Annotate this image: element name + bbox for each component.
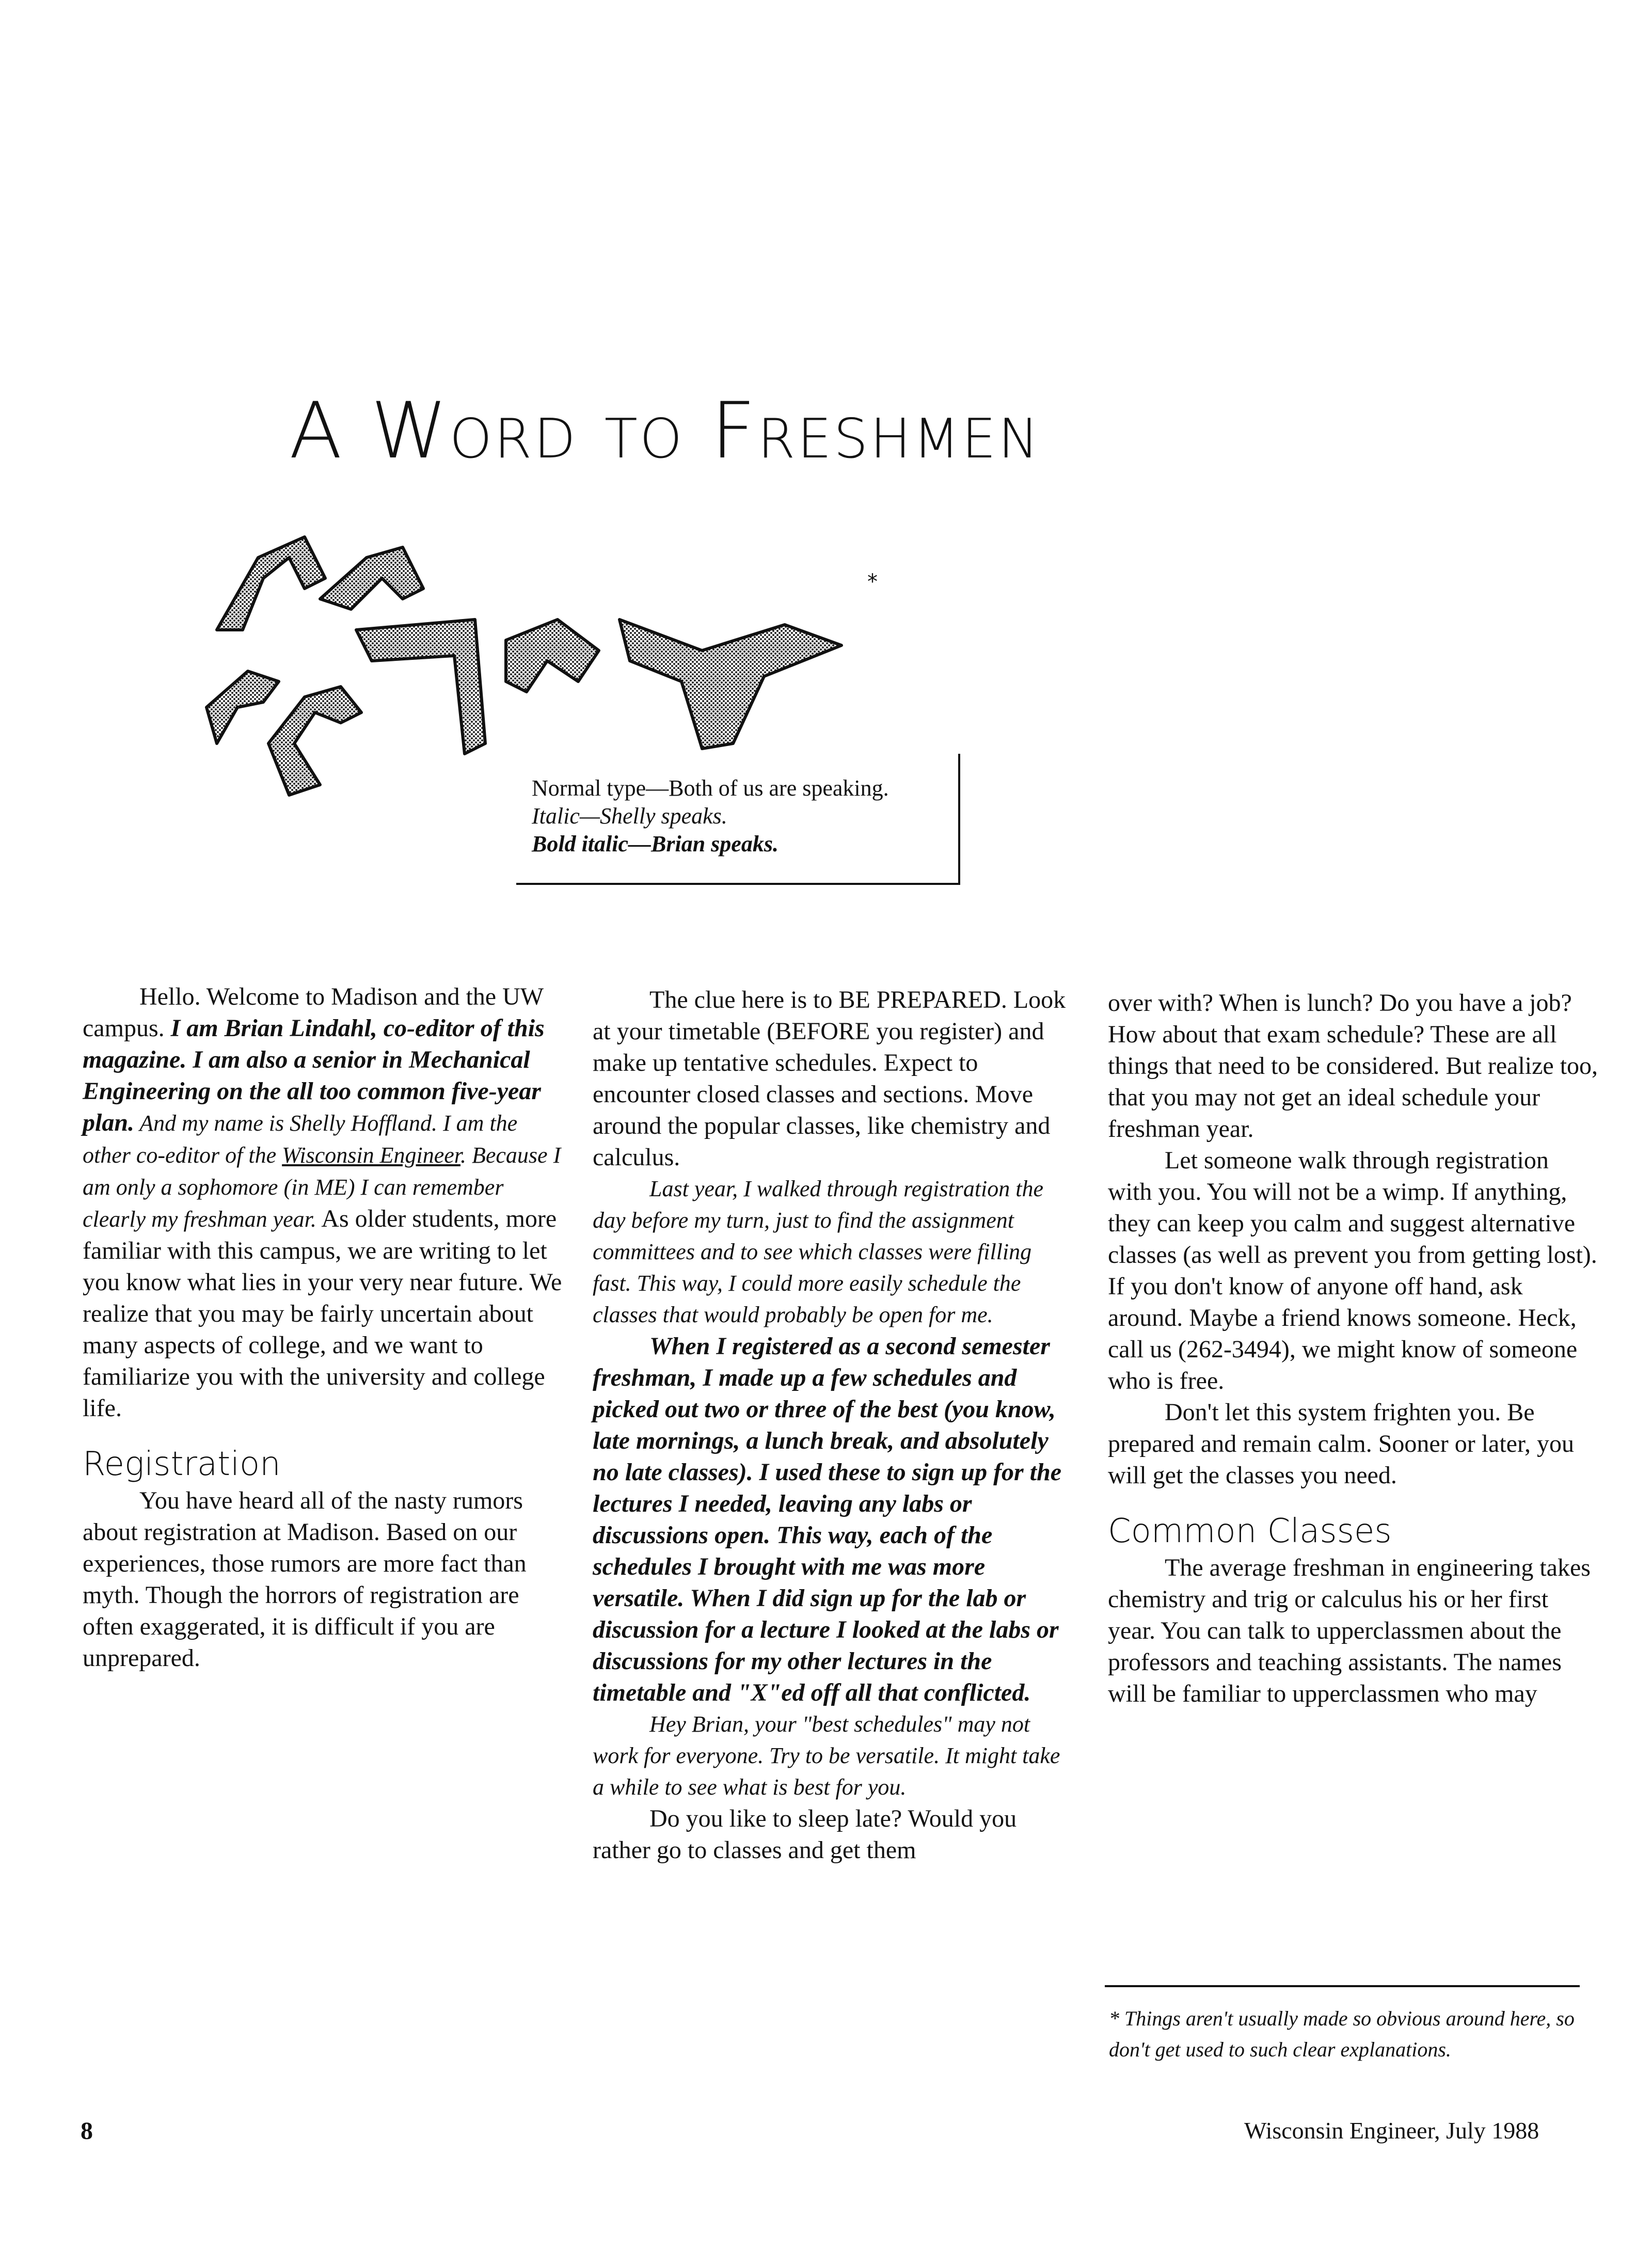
publication-footer: Wisconsin Engineer, July 1988 (1244, 2117, 1539, 2144)
footnote: * Things aren't usually made so obvious around here, so don't get used to such clear explanations. (1109, 2007, 1575, 2061)
legend-normal: Normal type—Both of us are speaking. (532, 775, 889, 801)
legend-italic: Italic—Shelly speaks. (532, 803, 727, 829)
sleep-late-paragraph: Do you like to sleep late? Would you rather go to classes and get them (593, 1805, 1017, 1864)
page-title: A Word to Freshmen (289, 386, 1041, 476)
legend-border-right (958, 754, 960, 884)
article-column-1 (83, 981, 568, 1674)
intro-paragraph (83, 981, 568, 1424)
brian-paragraph: When I registered as a second semester freshman, I made up a few schedules and picked out two or three of the best (you know, late mornings, a lunch break, and absolutely no late classes). I used these to sign up for the lectures I needed, leaving any labs or discussions open. This way, each of the schedules I brought with me was more versatile. When I did sign up for the lab or discussion for a lecture I looked at the labs or discussions for my other lectures in the timetable and "X"ed off all that conflicted. (593, 1333, 1062, 1706)
legend (532, 774, 960, 858)
intro-shelly-cont: . Because I am only a sophomore (in ME) I can remember clearly my freshman year. (83, 1143, 561, 1232)
heading-common-classes: Common Classes (1108, 1512, 1392, 1550)
intro-both: Hello. Welcome to Madison and the UW campus. (83, 983, 544, 1042)
article-column-2 (593, 984, 1068, 1866)
walk-through-paragraph: Let someone walk through registration with you. You will not be a wimp. If anything, they can keep you calm and suggest alternative classes (as well as prevent you from getting lost). If you don't know of anyone off hand, ask around. Maybe a friend knows someone. Heck, call us (262-3494), we might know of someone who is free. (1108, 1147, 1597, 1394)
be-prepared-paragraph: The clue here is to BE PREPARED. Look at your timetable (BEFORE you register) and make up tentative schedules. Expect to encounter closed classes and sections. Move around the popular classes, like chemistry and calculus. (593, 986, 1066, 1171)
shelly-paragraph-1: Last year, I walked through registration the day before my turn, just to find the assignment committees and to see which classes were filling fast. This way, I could more easily schedule the classes that would probably be open for me. (593, 1176, 1044, 1327)
legend-bold-italic: Bold italic—Brian speaks. (532, 831, 779, 857)
footnote-rule (1105, 1985, 1580, 1987)
dont-fear-paragraph: Don't let this system frighten you. Be prepared and remain calm. Sooner or later, you will get the classes you need. (1108, 1399, 1575, 1489)
svg-text:*: * (867, 570, 878, 594)
magazine-name: Wisconsin Engineer (282, 1143, 460, 1168)
intro-both-cont: As older students, more familiar with this campus, we are writing to let you know what lies in your very near future. We realize that you may be fairly uncertain about many aspects of college, and we want to familiarize you with the university and college life. (83, 1205, 562, 1422)
page-number: 8 (81, 2117, 93, 2145)
legend-border-bottom (516, 883, 960, 885)
continued-paragraph: over with? When is lunch? Do you have a job? How about that exam schedule? These are all things that need to be considered. But realize too, that you may not get an ideal schedule your freshman year. (1108, 989, 1598, 1143)
intro-brian: I am Brian Lindahl, co-editor of this magazine. I am also a senior in Mechanical Engineering on the all too common five-year plan. (83, 1014, 545, 1136)
registration-paragraph: You have heard all of the nasty rumors about registration at Madison. Based on our experiences, those rumors are more fact than myth. Though the horrors of registration are often exaggerated, it is difficult if you are unprepared. (83, 1487, 527, 1672)
article-column-3 (1108, 987, 1598, 1709)
heading-registration: Registration (83, 1445, 281, 1483)
intro-shelly: And my name is Shelly Hoffland. I am the other co-editor of the (83, 1111, 518, 1168)
common-classes-paragraph: The average freshman in engineering takes chemistry and trig or calculus his or her first year. You can talk to upperclassmen about the professors and teaching assistants. The names will be familiar to upperclassmen who may (1108, 1554, 1591, 1707)
shelly-brian-logo (186, 527, 898, 816)
shelly-paragraph-2: Hey Brian, your "best schedules" may not work for everyone. Try to be versatile. It might take a while to see what is best for you. (593, 1711, 1060, 1800)
